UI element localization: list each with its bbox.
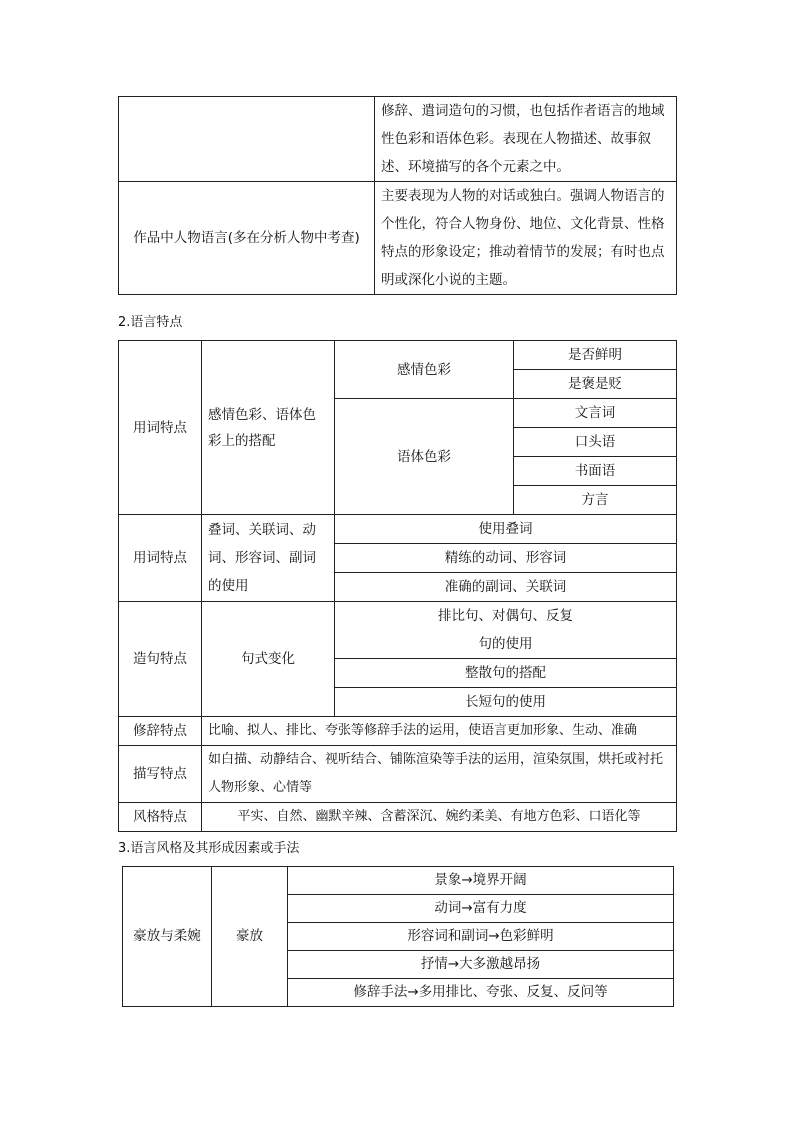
- section-heading-language-style: 3.语言风格及其形成因素或手法: [118, 841, 300, 856]
- category-cell: 描写特点: [119, 746, 202, 803]
- table-cell-left: [119, 97, 375, 182]
- section-heading-language-features: 2.语言特点: [118, 315, 183, 330]
- item-cell: 书面语: [514, 457, 677, 486]
- table-language-style: [122, 866, 674, 1007]
- item-cell: 动词→富有力度: [288, 895, 674, 923]
- table-row: [119, 341, 677, 370]
- category-cell: 造句特点: [119, 602, 202, 717]
- category-cell: 修辞特点: [119, 717, 202, 746]
- table-row: [119, 746, 677, 803]
- item-cell: 使用叠词: [335, 515, 677, 544]
- item-cell: 排比句、对偶句、反复句的使用: [335, 602, 677, 659]
- table-row: [123, 867, 674, 895]
- subcategory-cell: 豪放: [212, 867, 288, 1007]
- item-cell: 景象→境界开阔: [288, 867, 674, 895]
- item-cell: 抒情→大多激越昂扬: [288, 951, 674, 979]
- table-row: [119, 717, 677, 746]
- item-cell: 长短句的使用: [335, 688, 677, 717]
- item-cell: 方言: [514, 486, 677, 515]
- table-row: [119, 182, 677, 295]
- description-cell: 感情色彩、语体色彩上的搭配: [202, 341, 335, 515]
- table-cell-right: 主要表现为人物的对话或独白。强调人物语言的个性化，符合人物身份、地位、文化背景、性格特点的形象设定；推动着情节的发展；有时也点明或深化小说的主题。: [375, 182, 677, 295]
- item-cell: 是褒是贬: [514, 370, 677, 399]
- table-language-features: [118, 340, 677, 832]
- subcategory-cell: 语体色彩: [335, 399, 514, 515]
- item-cell: 文言词: [514, 399, 677, 428]
- table-row: [119, 803, 677, 832]
- item-cell: 准确的副词、关联词: [335, 573, 677, 602]
- table-row: [119, 602, 677, 659]
- category-cell: 用词特点: [119, 515, 202, 602]
- item-cell: 是否鲜明: [514, 341, 677, 370]
- description-cell: 叠词、关联词、动词、形容词、副词的使用: [202, 515, 335, 602]
- description-cell: 句式变化: [202, 602, 335, 717]
- table-cell-right: 修辞、遣词造句的习惯，也包括作者语言的地域性色彩和语体色彩。表现在人物描述、故事叙述、环境描写的各个元素之中。: [375, 97, 677, 182]
- subcategory-cell: 感情色彩: [335, 341, 514, 399]
- category-cell: 风格特点: [119, 803, 202, 832]
- table-cell-left: 作品中人物语言(多在分析人物中考查): [119, 182, 375, 295]
- table-character-language: [118, 96, 677, 295]
- item-cell: 口头语: [514, 428, 677, 457]
- text-cell: 比喻、拟人、排比、夸张等修辞手法的运用，使语言更加形象、生动、准确: [202, 717, 677, 746]
- text-cell: 如白描、动静结合、视听结合、铺陈渲染等手法的运用，渲染氛围，烘托或衬托人物形象、心情等: [202, 746, 677, 803]
- table-row: [119, 515, 677, 544]
- item-cell: 修辞手法→多用排比、夸张、反复、反问等: [288, 979, 674, 1007]
- text-cell: 平实、自然、幽默辛辣、含蓄深沉、婉约柔美、有地方色彩、口语化等: [202, 803, 677, 832]
- item-cell: 精练的动词、形容词: [335, 544, 677, 573]
- category-cell: 豪放与柔婉: [123, 867, 212, 1007]
- item-cell: 整散句的搭配: [335, 659, 677, 688]
- table-row: [119, 97, 677, 182]
- category-cell: 用词特点: [119, 341, 202, 515]
- item-cell: 形容词和副词→色彩鲜明: [288, 923, 674, 951]
